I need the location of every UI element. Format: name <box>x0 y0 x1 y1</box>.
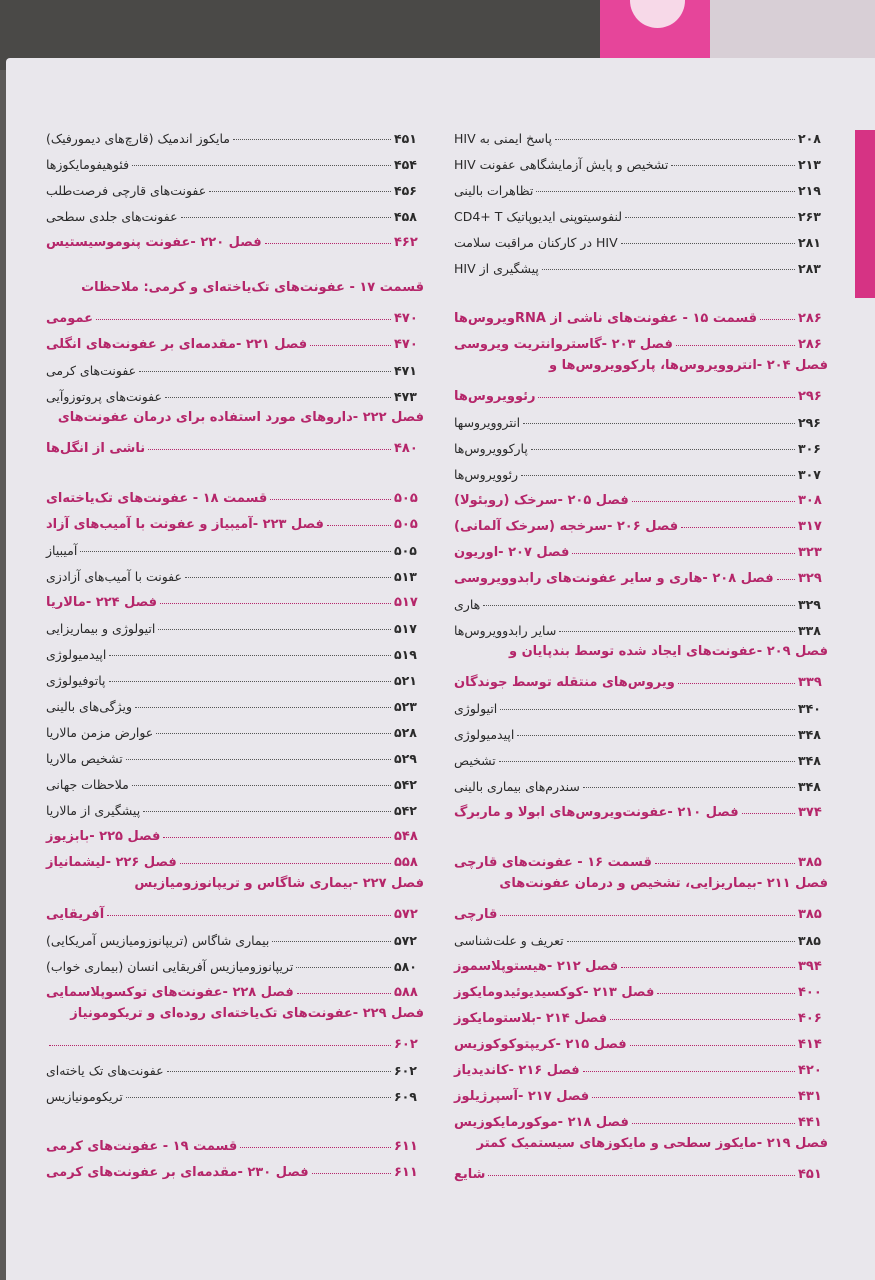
page-number: ۵۱۷ <box>394 595 418 610</box>
dot-leader <box>312 1173 391 1174</box>
entry-title: آمیبیاز <box>46 543 78 558</box>
entry-title: عفونت‌های جلدی سطحی <box>46 209 178 224</box>
cover-art <box>600 0 710 62</box>
dot-leader <box>132 165 391 166</box>
toc-entry <box>454 224 828 250</box>
toc-entry <box>46 1078 424 1104</box>
cover-art-shape <box>630 0 685 28</box>
page-number: ۲۸۶ <box>798 337 822 352</box>
page-number: ۳۱۷ <box>798 519 822 534</box>
page-number: ۴۲۰ <box>798 1063 822 1078</box>
page-edge-tab <box>855 130 875 298</box>
toc-heading-entry <box>46 1154 424 1180</box>
book-page <box>6 58 875 1280</box>
entry-title: قسمت ۱۸ - عفونت‌های تک‌یاخته‌ای <box>46 491 268 506</box>
page-number: ۵۰۵ <box>394 543 417 558</box>
page-number: ۳۸۵ <box>798 907 822 922</box>
entry-title: فصل ۲۲۱ -مقدمه‌ای بر عفونت‌های انگلی <box>46 337 308 352</box>
dot-leader <box>96 319 391 320</box>
toc-entry <box>46 120 424 146</box>
toc-entry <box>454 120 828 146</box>
toc-heading-entry <box>46 974 424 1000</box>
toc-heading-line: قسمت ۱۷ - عفونت‌های تک‌یاخته‌ای و کرمی: ملاحظات <box>81 280 424 295</box>
entry-title: فصل ۲۱۴ -بلاستومایکوز <box>454 1011 608 1026</box>
toc-entry <box>454 690 828 716</box>
dot-leader <box>327 525 391 526</box>
page-number: ۳۸۵ <box>798 933 821 948</box>
page-number: ۵۴۲ <box>394 777 417 792</box>
page-number: ۴۵۱ <box>394 131 417 146</box>
entry-title: عوارض مزمن مالاریا <box>46 725 154 740</box>
entry-title: اپیدمیولوژی <box>46 647 107 662</box>
dot-leader <box>265 243 391 244</box>
dot-leader <box>500 709 795 710</box>
entry-title: سایر رابدوویروس‌ها <box>454 623 557 638</box>
dot-leader <box>488 1175 795 1176</box>
page-number: ۴۵۱ <box>798 1167 822 1182</box>
toc-heading-entry <box>46 844 424 870</box>
dot-leader <box>49 1045 391 1046</box>
toc-heading-entry <box>454 378 828 404</box>
toc-entry <box>454 922 828 948</box>
dot-leader <box>296 967 391 968</box>
section-spacer <box>454 820 828 844</box>
entry-title: قارچی <box>454 907 498 922</box>
page-number: ۵۷۲ <box>394 907 418 922</box>
dot-leader <box>621 967 795 968</box>
section-spacer <box>46 456 424 480</box>
dot-leader <box>80 551 391 552</box>
dot-leader <box>521 475 795 476</box>
page-number: ۳۲۳ <box>798 545 822 560</box>
dot-leader <box>625 217 795 218</box>
dot-leader <box>109 655 391 656</box>
dot-leader <box>107 915 391 916</box>
entry-title: فصل ۲۱۷ -آسپرژیلوز <box>454 1089 590 1104</box>
entry-title: مایکوز اندمیک (قارچ‌های دیمورفیک) <box>46 131 230 146</box>
page-number: ۵۲۱ <box>394 673 417 688</box>
dot-leader <box>163 837 391 838</box>
toc-heading-entry <box>454 560 828 586</box>
toc-entry <box>46 714 424 740</box>
entry-title: بیماری شاگاس (تریپانوزومیازیس آمریکایی) <box>46 933 270 948</box>
entry-title: عفونت با آمیب‌های آزادزی <box>46 569 182 584</box>
toc-entry <box>46 1052 424 1078</box>
dot-leader <box>209 191 391 192</box>
page-number: ۳۴۸ <box>798 779 821 794</box>
dot-leader <box>181 217 391 218</box>
dot-leader <box>610 1019 795 1020</box>
dot-leader <box>148 449 391 450</box>
entry-title: ناشی از انگل‌ها <box>46 441 146 456</box>
dot-leader <box>160 603 391 604</box>
toc-entry <box>454 146 828 172</box>
entry-title: قسمت ۱۶ - عفونت‌های قارچی <box>454 855 652 870</box>
page-number: ۴۳۱ <box>798 1089 822 1104</box>
page-number: ۳۰۷ <box>798 467 821 482</box>
page-number: ۲۱۹ <box>798 183 821 198</box>
toc-heading-entry <box>46 480 424 506</box>
toc-entry <box>454 250 828 276</box>
toc-heading-entry <box>454 948 828 974</box>
entry-title: اتیولوژی <box>454 701 498 716</box>
toc-heading-entry <box>454 508 828 534</box>
dot-leader <box>272 941 391 942</box>
page-number: ۴۷۰ <box>394 311 418 326</box>
toc-entry <box>46 792 424 818</box>
toc-entry <box>46 766 424 792</box>
dot-leader <box>583 787 795 788</box>
toc-entry <box>454 768 828 794</box>
entry-title: فصل ۲۱۵ -کریپتوکوکوزیس <box>454 1037 627 1052</box>
toc-heading-entry <box>454 896 828 922</box>
dot-leader <box>523 423 795 424</box>
entry-title: فئوهیفومایکوزها <box>46 157 130 172</box>
dot-leader <box>777 579 795 580</box>
dot-leader <box>132 785 391 786</box>
entry-title: تعریف و علت‌شناسی <box>454 933 564 948</box>
toc-heading-entry <box>46 224 424 250</box>
dot-leader <box>760 319 795 320</box>
toc-heading-entry <box>454 1078 828 1104</box>
entry-title: پارکوویروس‌ها <box>454 441 528 456</box>
toc-entry <box>454 456 828 482</box>
entry-title: فصل ۲۰۶ -سرخجه (سرخک آلمانی) <box>454 519 679 534</box>
page-number: ۶۰۲ <box>394 1063 417 1078</box>
entry-title: اپیدمیولوژی <box>454 727 515 742</box>
page-number: ۴۵۸ <box>394 209 417 224</box>
entry-title: تشخیص و پایش آزمایشگاهی عفونت HIV <box>454 157 669 172</box>
dot-leader <box>135 707 391 708</box>
dot-leader <box>531 449 795 450</box>
entry-title: سندرم‌های بیماری بالینی <box>454 779 580 794</box>
toc-entry <box>454 716 828 742</box>
page-number: ۵۱۷ <box>394 621 417 636</box>
toc-heading-entry <box>454 1000 828 1026</box>
dot-leader <box>632 501 795 502</box>
page-number: ۲۹۶ <box>798 389 822 404</box>
toc-entry <box>454 172 828 198</box>
entry-title: پیشگیری از HIV <box>454 261 539 276</box>
page-number: ۳۳۹ <box>798 675 822 690</box>
toc-heading-line: فصل ۲۰۴ -انتروویروس‌ها، پارکوویروس‌ها و <box>549 358 828 373</box>
page-number: ۶۰۹ <box>394 1089 417 1104</box>
page-number: ۳۴۰ <box>798 701 821 716</box>
toc-heading-entry <box>46 326 424 352</box>
toc-heading-entry <box>454 1156 828 1182</box>
toc-heading-entry <box>46 300 424 326</box>
entry-title: پیشگیری از مالاریا <box>46 803 141 818</box>
page-number: ۴۷۳ <box>394 389 417 404</box>
entry-title: فصل ۲۲۳ -آمیبیاز و عفونت با آمیب‌های آزاد <box>46 517 324 532</box>
dot-leader <box>538 397 795 398</box>
page-number: ۳۷۴ <box>798 805 822 820</box>
entry-title: فصل ۲۰۸ -هاری و سایر عفونت‌های رابدوویروسی <box>454 571 774 586</box>
dot-leader <box>632 1123 795 1124</box>
toc-entry <box>46 922 424 948</box>
entry-title: تریپانوزومیازیس آفریقایی انسان (بیماری خواب) <box>46 959 294 974</box>
entry-title: تظاهرات بالینی <box>454 183 534 198</box>
dot-leader <box>270 499 391 500</box>
toc-entry <box>46 610 424 636</box>
toc-heading-entry <box>454 664 828 690</box>
page-number: ۲۹۶ <box>798 415 821 430</box>
entry-title: فصل ۲۲۶ -لیشمانیاز <box>46 855 177 870</box>
page-number: ۲۶۳ <box>798 209 821 224</box>
entry-title: فصل ۲۲۸ -عفونت‌های توکسوپلاسمایی <box>46 985 294 1000</box>
page-number: ۲۰۸ <box>798 131 821 146</box>
dot-leader <box>655 863 795 864</box>
toc-heading-line: فصل ۲۰۹ -عفونت‌های ایجاد شده توسط بندپایان و <box>508 644 828 659</box>
toc-heading-entry <box>454 482 828 508</box>
toc-heading-line: فصل ۲۲۲ -داروهای مورد استفاده برای درمان عفونت‌های <box>57 410 424 425</box>
toc-heading-line: فصل ۲۲۷ -بیماری شاگاس و تریپانوزومیازیس <box>134 876 424 891</box>
dot-leader <box>185 577 391 578</box>
toc-heading-line: فصل ۲۱۹ -مایکوز سطحی و مایکوزهای سیستمیک کمتر <box>476 1136 828 1151</box>
entry-title: ویژگی‌های بالینی <box>46 699 132 714</box>
dot-leader <box>542 269 795 270</box>
page-number: ۵۸۸ <box>394 985 418 1000</box>
page-number: ۵۰۵ <box>394 491 418 506</box>
dot-leader <box>156 733 391 734</box>
page-number: ۴۰۰ <box>798 985 822 1000</box>
dot-leader <box>165 397 391 398</box>
dot-leader <box>630 1045 795 1046</box>
toc-entry <box>46 532 424 558</box>
page-number: ۳۰۸ <box>798 493 822 508</box>
toc-entry <box>46 948 424 974</box>
toc-heading-entry <box>46 896 424 922</box>
entry-title: فصل ۲۱۳ -کوکسیدیوئیدومایکوز <box>454 985 655 1000</box>
entry-title: ویروس‌های منتقله توسط جوندگان <box>454 675 675 690</box>
page-number: ۶۰۲ <box>394 1037 418 1052</box>
toc-entry <box>46 558 424 584</box>
dot-leader <box>621 243 795 244</box>
toc-column-right <box>454 120 828 1182</box>
toc-entry <box>454 586 828 612</box>
entry-title: فصل ۲۱۶ -کاندیدیاز <box>454 1063 580 1078</box>
page-number: ۳۲۹ <box>798 571 822 586</box>
entry-title: عفونت‌های کرمی <box>46 363 137 378</box>
page-number: ۳۹۴ <box>798 959 822 974</box>
page-number: ۴۵۶ <box>394 183 417 198</box>
page-number: ۳۲۹ <box>798 597 821 612</box>
page-number: ۲۸۳ <box>798 261 821 276</box>
page-number: ۴۶۲ <box>394 235 418 250</box>
entry-title: عمومی <box>46 311 93 326</box>
toc-entry <box>454 404 828 430</box>
dot-leader <box>742 813 795 814</box>
entry-title: عفونت‌های قارچی فرصت‌طلب <box>46 183 207 198</box>
dot-leader <box>678 683 795 684</box>
entry-title: شایع <box>454 1167 486 1182</box>
section-spacer <box>454 276 828 300</box>
page-number: ۵۸۰ <box>394 959 417 974</box>
toc-entry <box>46 172 424 198</box>
entry-title: فصل ۲۳۰ -مقدمه‌ای بر عفونت‌های کرمی <box>46 1165 309 1180</box>
page-number: ۳۴۸ <box>798 727 821 742</box>
toc-heading-entry <box>46 584 424 610</box>
entry-title: فصل ۲۱۸ -موکورمایکوزیس <box>454 1115 629 1130</box>
dot-leader <box>158 629 391 630</box>
dot-leader <box>681 527 795 528</box>
page-number: ۳۰۶ <box>798 441 821 456</box>
section-spacer <box>46 1104 424 1128</box>
toc-heading-entry <box>454 974 828 1000</box>
entry-title: ملاحظات جهانی <box>46 777 129 792</box>
entry-title: فصل ۲۰۵ -سرخک (روبئولا) <box>454 493 629 508</box>
toc-heading-entry <box>454 300 828 326</box>
entry-title: تشخیص <box>454 753 496 768</box>
dot-leader <box>240 1147 391 1148</box>
toc-heading-entry <box>454 1052 828 1078</box>
page-number: ۵۲۹ <box>394 751 417 766</box>
page-number: ۵۴۸ <box>394 829 418 844</box>
dot-leader <box>592 1097 795 1098</box>
dot-leader <box>499 761 795 762</box>
toc-heading-entry <box>454 534 828 560</box>
dot-leader <box>233 139 391 140</box>
entry-title: پاتوفیولوژی <box>46 673 106 688</box>
page-number: ۵۱۹ <box>394 647 417 662</box>
toc-entry <box>46 198 424 224</box>
entry-title: قسمت ۱۹ - عفونت‌های کرمی <box>46 1139 238 1154</box>
page-number: ۲۸۱ <box>798 235 821 250</box>
dot-leader <box>139 371 391 372</box>
page-number: ۲۸۶ <box>798 311 822 326</box>
entry-title: لنفوسیتوپنی ایدیوپاتیک CD4+ T <box>454 209 623 224</box>
toc-entry <box>46 146 424 172</box>
entry-title: هاری <box>454 597 481 612</box>
entry-title: اتیولوژی و بیماریزایی <box>46 621 156 636</box>
dot-leader <box>167 1071 391 1072</box>
toc-heading-entry <box>46 430 424 456</box>
dot-leader <box>517 735 795 736</box>
entry-title: HIV در کارکنان مراقبت سلامت <box>454 235 618 250</box>
page-number: ۴۱۴ <box>798 1037 822 1052</box>
page-number: ۵۲۳ <box>394 699 417 714</box>
dot-leader <box>657 993 795 994</box>
dot-leader <box>572 553 795 554</box>
dot-leader <box>126 1097 391 1098</box>
dot-leader <box>180 863 391 864</box>
toc-heading-entry <box>46 506 424 532</box>
entry-title: عفونت‌های تک یاخته‌ای <box>46 1063 164 1078</box>
page-number: ۳۸۵ <box>798 855 822 870</box>
page-number: ۴۷۱ <box>394 363 417 378</box>
toc-heading-entry <box>46 1026 424 1052</box>
page-number: ۳۴۸ <box>798 753 821 768</box>
page-number: ۵۵۸ <box>394 855 418 870</box>
entry-title: قسمت ۱۵ - عفونت‌های ناشی از RNAویروس‌ها <box>454 311 758 326</box>
page-number: ۴۴۱ <box>798 1115 822 1130</box>
toc-heading-entry <box>454 326 828 352</box>
dot-leader <box>567 941 795 942</box>
entry-title: رئوویروس‌ها <box>454 467 519 482</box>
toc-heading-line: فصل ۲۲۹ -عفونت‌های تک‌یاخته‌ای روده‌ای و تریکومونیاز <box>70 1006 424 1021</box>
entry-title: پاسخ ایمنی به HIV <box>454 131 552 146</box>
dot-leader <box>555 139 795 140</box>
toc-column-left <box>46 120 424 1180</box>
toc-entry <box>46 662 424 688</box>
entry-title: فصل ۲۰۷ -اوریون <box>454 545 570 560</box>
page-number: ۴۷۰ <box>394 337 418 352</box>
toc-heading-line: فصل ۲۱۱ -بیماریزایی، تشخیص و درمان عفونت‌های <box>499 876 828 891</box>
toc-entry <box>46 352 424 378</box>
toc-entry <box>46 636 424 662</box>
entry-title: تریکومونیازیس <box>46 1089 123 1104</box>
dot-leader <box>483 605 795 606</box>
page-number: ۴۰۶ <box>798 1011 822 1026</box>
entry-title: فصل ۲۱۲ -هیستوپلاسموز <box>454 959 619 974</box>
toc-entry <box>46 688 424 714</box>
toc-entry <box>46 378 424 404</box>
dot-leader <box>143 811 391 812</box>
dot-leader <box>671 165 795 166</box>
page-number: ۵۷۲ <box>394 933 417 948</box>
entry-title: رئوویروس‌ها <box>454 389 536 404</box>
toc-entry <box>454 742 828 768</box>
entry-title: آفریقایی <box>46 907 105 922</box>
entry-title: فصل ۲۰۳ -گاستروانتریت ویروسی <box>454 337 673 352</box>
toc-entry <box>46 740 424 766</box>
page-number: ۶۱۱ <box>394 1139 418 1154</box>
entry-title: تشخیص مالاریا <box>46 751 123 766</box>
dot-leader <box>297 993 391 994</box>
dot-leader <box>676 345 795 346</box>
toc-heading-entry <box>454 794 828 820</box>
toc-heading-entry <box>46 818 424 844</box>
page-number: ۲۱۳ <box>798 157 821 172</box>
toc-entry <box>454 430 828 456</box>
entry-title: فصل ۲۲۵ -بابزیوز <box>46 829 161 844</box>
toc-heading-entry <box>454 844 828 870</box>
dot-leader <box>109 681 391 682</box>
page-number: ۵۱۳ <box>394 569 417 584</box>
dot-leader <box>126 759 391 760</box>
section-spacer <box>46 250 424 274</box>
toc-entry <box>454 612 828 638</box>
toc-heading-entry <box>454 1026 828 1052</box>
page-number: ۵۰۵ <box>394 517 418 532</box>
dot-leader <box>559 631 795 632</box>
entry-title: انتروویروسها <box>454 415 521 430</box>
entry-title: فصل ۲۲۴ -مالاریا <box>46 595 158 610</box>
entry-title: فصل ۲۱۰ -عفونت‌ویروس‌های ابولا و ماربرگ <box>454 805 739 820</box>
page-number: ۴۸۰ <box>394 441 418 456</box>
dot-leader <box>536 191 795 192</box>
toc-heading-entry <box>454 1104 828 1130</box>
page-number: ۳۳۸ <box>798 623 821 638</box>
dot-leader <box>500 915 795 916</box>
entry-title: عفونت‌های پروتوزوآیی <box>46 389 162 404</box>
toc-heading-entry <box>46 1128 424 1154</box>
entry-title: فصل ۲۲۰ -عفونت پنوموسیستیس <box>46 235 262 250</box>
page-number: ۵۴۲ <box>394 803 417 818</box>
dot-leader <box>583 1071 795 1072</box>
dot-leader <box>310 345 391 346</box>
toc-entry <box>454 198 828 224</box>
page-number: ۴۵۴ <box>394 157 417 172</box>
page-number: ۶۱۱ <box>394 1165 418 1180</box>
page-number: ۵۲۸ <box>394 725 417 740</box>
